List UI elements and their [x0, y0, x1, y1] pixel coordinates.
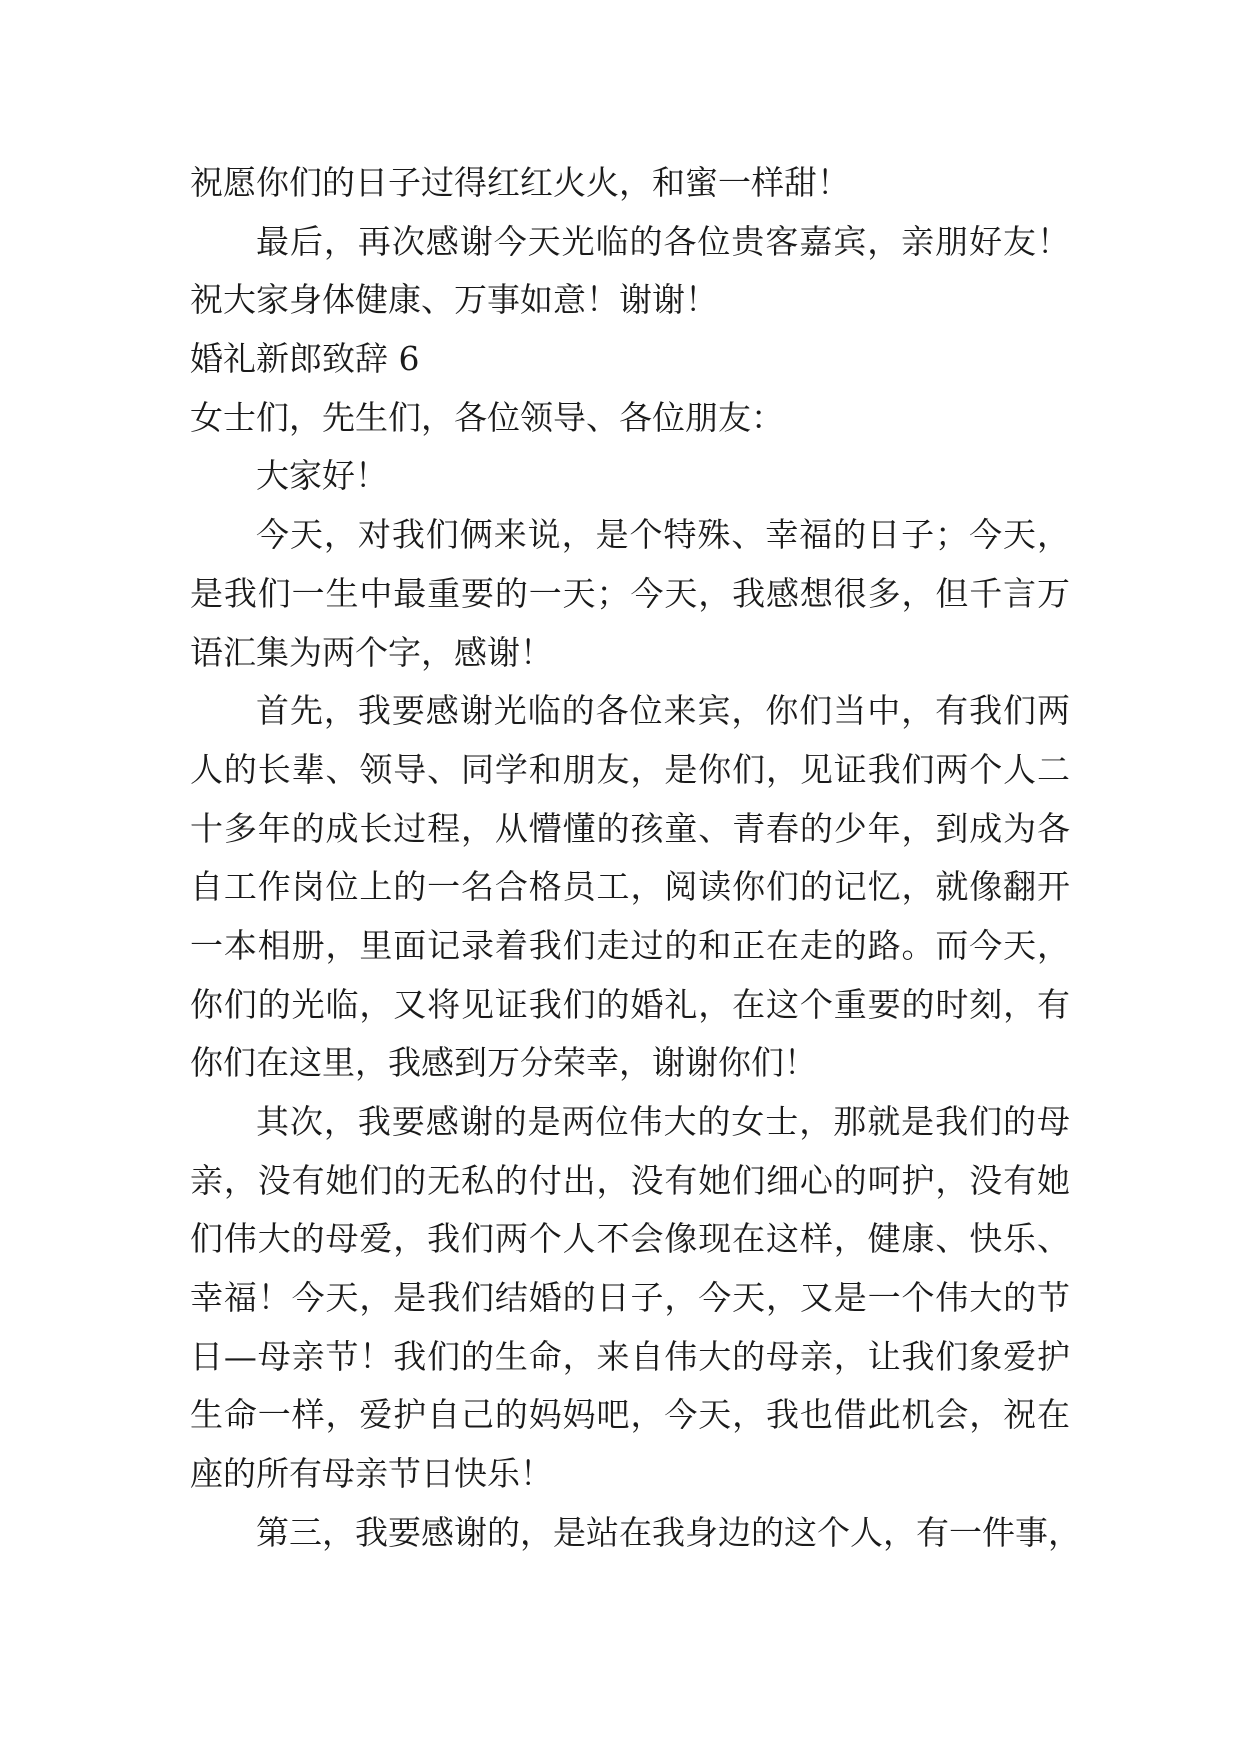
text-line: 今天，对我们俩来说，是个特殊、幸福的日子；今天，	[256, 515, 1070, 555]
text-line: 其次，我要感谢的是两位伟大的女士，那就是我们的母	[256, 1102, 1070, 1141]
text-line: 你们在这里，我感到万分荣幸，谢谢你们！	[190, 1043, 817, 1083]
salutation-line: 女士们，先生们，各位领导、各位朋友：	[190, 397, 784, 437]
text-line: 座的所有母亲节日快乐！	[190, 1454, 553, 1494]
text-line: 十多年的成长过程，从懵懂的孩童、青春的少年，到成为各	[190, 808, 1070, 848]
section-heading: 婚礼新郎致辞 6	[190, 339, 420, 379]
text-line: 祝大家身体健康、万事如意！谢谢！	[190, 280, 718, 320]
text-line: 是我们一生中最重要的一天；今天，我感想很多，但千言万	[190, 573, 1070, 613]
text-line: 最后，再次感谢今天光临的各位贵客嘉宾，亲朋好友！	[256, 221, 1070, 261]
text-line: 自工作岗位上的一名合格员工，阅读你们的记忆，就像翻开	[190, 867, 1070, 907]
text-line: 你们的光临，又将见证我们的婚礼，在这个重要的时刻，有	[190, 984, 1070, 1024]
text-line: 生命一样，爱护自己的妈妈吧，今天，我也借此机会，祝在	[190, 1395, 1070, 1435]
text-line: 人的长辈、领导、同学和朋友，是你们，见证我们两个人二	[190, 749, 1070, 789]
text-line: 祝愿你们的日子过得红红火火，和蜜一样甜！	[190, 163, 850, 202]
text-line: 幸福！今天，是我们结婚的日子，今天，又是一个伟大的节	[190, 1278, 1070, 1318]
text-line: 语汇集为两个字，感谢！	[190, 632, 553, 672]
text-line: 日—母亲节！我们的生命，来自伟大的母亲，让我们象爱护	[190, 1336, 1070, 1376]
greeting-line: 大家好！	[256, 456, 388, 496]
text-line: 们伟大的母爱，我们两个人不会像现在这样，健康、快乐、	[190, 1219, 1070, 1259]
text-line: 首先，我要感谢光临的各位来宾，你们当中，有我们两	[256, 691, 1070, 731]
text-line: 第三，我要感谢的，是站在我身边的这个人，有一件事，	[256, 1512, 1081, 1552]
document-body	[190, 154, 1081, 1563]
text-line: 亲，没有她们的无私的付出，没有她们细心的呵护，没有她	[190, 1160, 1070, 1200]
text-line: 一本相册，里面记录着我们走过的和正在走的路。而今天，	[190, 925, 1070, 965]
